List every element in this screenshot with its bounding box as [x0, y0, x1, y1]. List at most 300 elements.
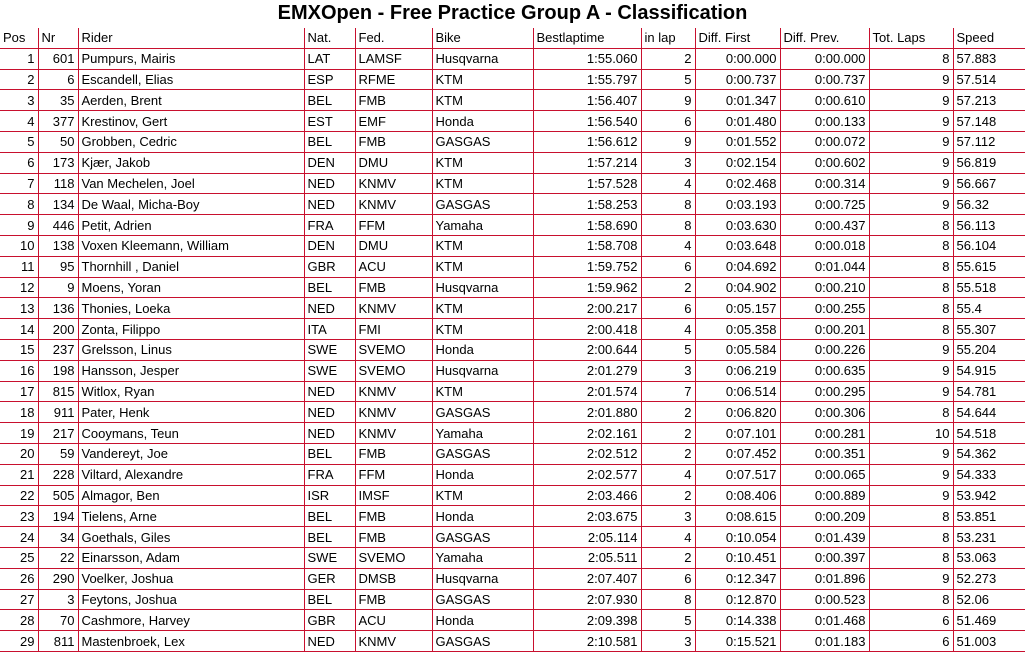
nr-cell: 9 — [38, 277, 78, 298]
bestlaptime-cell: 1:58.690 — [533, 215, 641, 236]
column-header-diff-first: Diff. First — [695, 28, 780, 48]
bestlaptime-cell: 1:56.540 — [533, 111, 641, 132]
table-row — [0, 631, 1025, 652]
bestlaptime-cell: 2:07.930 — [533, 589, 641, 610]
table-row — [0, 381, 1025, 402]
bike-cell: Honda — [432, 464, 533, 485]
pos-cell: 22 — [0, 485, 38, 506]
table-row — [0, 506, 1025, 527]
bike-cell: KTM — [432, 485, 533, 506]
nr-cell: 134 — [38, 194, 78, 215]
tot-laps-cell: 9 — [869, 111, 953, 132]
page-title: EMXOpen - Free Practice Group A - Classification — [277, 2, 748, 24]
table-row — [0, 610, 1025, 631]
diff-first-cell: 0:00.737 — [695, 69, 780, 90]
rider-cell: Vandereyt, Joe — [78, 443, 304, 464]
in-lap-cell: 6 — [641, 111, 695, 132]
in-lap-cell: 8 — [641, 215, 695, 236]
bestlaptime-cell: 2:03.675 — [533, 506, 641, 527]
diff-first-cell: 0:08.406 — [695, 485, 780, 506]
table-row — [0, 589, 1025, 610]
fed-cell: FMB — [355, 506, 432, 527]
diff-prev-cell: 0:00.281 — [780, 423, 869, 444]
pos-cell: 8 — [0, 194, 38, 215]
fed-cell: FMB — [355, 131, 432, 152]
bike-cell: KTM — [432, 319, 533, 340]
diff-prev-cell: 0:00.314 — [780, 173, 869, 194]
bestlaptime-cell: 1:55.797 — [533, 69, 641, 90]
diff-first-cell: 0:07.101 — [695, 423, 780, 444]
diff-first-cell: 0:15.521 — [695, 631, 780, 652]
fed-cell: RFME — [355, 69, 432, 90]
bike-cell: Honda — [432, 506, 533, 527]
nat-cell: NED — [304, 423, 355, 444]
speed-cell: 57.883 — [953, 48, 1025, 69]
column-header-nr: Nr — [38, 28, 78, 48]
fed-cell: DMU — [355, 235, 432, 256]
table-row — [0, 547, 1025, 568]
pos-cell: 7 — [0, 173, 38, 194]
diff-prev-cell: 0:01.439 — [780, 527, 869, 548]
nat-cell: DEN — [304, 152, 355, 173]
pos-cell: 20 — [0, 443, 38, 464]
diff-prev-cell: 0:00.000 — [780, 48, 869, 69]
rider-cell: Aerden, Brent — [78, 90, 304, 111]
rider-cell: Kjær, Jakob — [78, 152, 304, 173]
bestlaptime-cell: 2:01.279 — [533, 360, 641, 381]
rider-cell: Mastenbroek, Lex — [78, 631, 304, 652]
rider-cell: Witlox, Ryan — [78, 381, 304, 402]
bestlaptime-cell: 2:05.114 — [533, 527, 641, 548]
pos-cell: 23 — [0, 506, 38, 527]
in-lap-cell: 2 — [641, 423, 695, 444]
rider-cell: Thonies, Loeka — [78, 298, 304, 319]
nat-cell: FRA — [304, 464, 355, 485]
in-lap-cell: 3 — [641, 506, 695, 527]
rider-cell: Pater, Henk — [78, 402, 304, 423]
fed-cell: KNMV — [355, 423, 432, 444]
in-lap-cell: 5 — [641, 69, 695, 90]
nat-cell: DEN — [304, 235, 355, 256]
diff-prev-cell: 0:00.889 — [780, 485, 869, 506]
pos-cell: 3 — [0, 90, 38, 111]
speed-cell: 56.667 — [953, 173, 1025, 194]
pos-cell: 27 — [0, 589, 38, 610]
speed-cell: 55.518 — [953, 277, 1025, 298]
nr-cell: 3 — [38, 589, 78, 610]
nat-cell: BEL — [304, 506, 355, 527]
tot-laps-cell: 9 — [869, 360, 953, 381]
rider-cell: Thornhill , Daniel — [78, 256, 304, 277]
table-row — [0, 131, 1025, 152]
table-row — [0, 527, 1025, 548]
bike-cell: KTM — [432, 381, 533, 402]
in-lap-cell: 6 — [641, 298, 695, 319]
bike-cell: Husqvarna — [432, 48, 533, 69]
bestlaptime-cell: 2:02.512 — [533, 443, 641, 464]
nr-cell: 136 — [38, 298, 78, 319]
in-lap-cell: 3 — [641, 360, 695, 381]
nat-cell: ISR — [304, 485, 355, 506]
nat-cell: NED — [304, 194, 355, 215]
diff-prev-cell: 0:01.468 — [780, 610, 869, 631]
table-row — [0, 298, 1025, 319]
pos-cell: 24 — [0, 527, 38, 548]
pos-cell: 14 — [0, 319, 38, 340]
speed-cell: 56.104 — [953, 235, 1025, 256]
bike-cell: KTM — [432, 298, 533, 319]
nat-cell: BEL — [304, 277, 355, 298]
bike-cell: GASGAS — [432, 194, 533, 215]
in-lap-cell: 4 — [641, 235, 695, 256]
bestlaptime-cell: 2:03.466 — [533, 485, 641, 506]
tot-laps-cell: 9 — [869, 173, 953, 194]
speed-cell: 55.4 — [953, 298, 1025, 319]
in-lap-cell: 6 — [641, 256, 695, 277]
table-row — [0, 69, 1025, 90]
diff-prev-cell: 0:00.306 — [780, 402, 869, 423]
tot-laps-cell: 8 — [869, 506, 953, 527]
in-lap-cell: 4 — [641, 173, 695, 194]
in-lap-cell: 2 — [641, 402, 695, 423]
tot-laps-cell: 8 — [869, 277, 953, 298]
bike-cell: GASGAS — [432, 443, 533, 464]
table-row — [0, 48, 1025, 69]
pos-cell: 16 — [0, 360, 38, 381]
tot-laps-cell: 9 — [869, 90, 953, 111]
pos-cell: 26 — [0, 568, 38, 589]
pos-cell: 10 — [0, 235, 38, 256]
header-row — [0, 28, 1025, 48]
table-row — [0, 485, 1025, 506]
speed-cell: 53.942 — [953, 485, 1025, 506]
speed-cell: 55.204 — [953, 339, 1025, 360]
nat-cell: BEL — [304, 527, 355, 548]
column-header-rider: Rider — [78, 28, 304, 48]
pos-cell: 4 — [0, 111, 38, 132]
in-lap-cell: 4 — [641, 319, 695, 340]
diff-first-cell: 0:03.630 — [695, 215, 780, 236]
speed-cell: 54.333 — [953, 464, 1025, 485]
table-row — [0, 256, 1025, 277]
diff-prev-cell: 0:01.044 — [780, 256, 869, 277]
speed-cell: 51.003 — [953, 631, 1025, 652]
table-row — [0, 173, 1025, 194]
speed-cell: 52.273 — [953, 568, 1025, 589]
fed-cell: IMSF — [355, 485, 432, 506]
tot-laps-cell: 9 — [869, 381, 953, 402]
bestlaptime-cell: 2:10.581 — [533, 631, 641, 652]
nr-cell: 228 — [38, 464, 78, 485]
bike-cell: GASGAS — [432, 527, 533, 548]
pos-cell: 5 — [0, 131, 38, 152]
bestlaptime-cell: 2:02.577 — [533, 464, 641, 485]
speed-cell: 54.781 — [953, 381, 1025, 402]
fed-cell: FFM — [355, 215, 432, 236]
in-lap-cell: 5 — [641, 610, 695, 631]
nat-cell: EST — [304, 111, 355, 132]
table-row — [0, 152, 1025, 173]
nr-cell: 290 — [38, 568, 78, 589]
tot-laps-cell: 8 — [869, 235, 953, 256]
fed-cell: DMSB — [355, 568, 432, 589]
nr-cell: 217 — [38, 423, 78, 444]
diff-first-cell: 0:00.000 — [695, 48, 780, 69]
speed-cell: 57.148 — [953, 111, 1025, 132]
bestlaptime-cell: 1:57.528 — [533, 173, 641, 194]
speed-cell: 56.819 — [953, 152, 1025, 173]
tot-laps-cell: 9 — [869, 194, 953, 215]
rider-cell: De Waal, Micha-Boy — [78, 194, 304, 215]
bike-cell: KTM — [432, 256, 533, 277]
bike-cell: Yamaha — [432, 547, 533, 568]
rider-cell: Voxen Kleemann, William — [78, 235, 304, 256]
diff-first-cell: 0:01.347 — [695, 90, 780, 111]
rider-cell: Cooymans, Teun — [78, 423, 304, 444]
diff-prev-cell: 0:00.065 — [780, 464, 869, 485]
nat-cell: GBR — [304, 256, 355, 277]
diff-first-cell: 0:04.902 — [695, 277, 780, 298]
diff-first-cell: 0:01.552 — [695, 131, 780, 152]
diff-prev-cell: 0:00.018 — [780, 235, 869, 256]
in-lap-cell: 9 — [641, 90, 695, 111]
fed-cell: KNMV — [355, 402, 432, 423]
rider-cell: Viltard, Alexandre — [78, 464, 304, 485]
nr-cell: 446 — [38, 215, 78, 236]
column-header-diff-prev: Diff. Prev. — [780, 28, 869, 48]
rider-cell: Feytons, Joshua — [78, 589, 304, 610]
fed-cell: KNMV — [355, 381, 432, 402]
speed-cell: 53.063 — [953, 547, 1025, 568]
speed-cell: 55.307 — [953, 319, 1025, 340]
bike-cell: Husqvarna — [432, 568, 533, 589]
fed-cell: ACU — [355, 610, 432, 631]
rider-cell: Krestinov, Gert — [78, 111, 304, 132]
tot-laps-cell: 8 — [869, 527, 953, 548]
fed-cell: EMF — [355, 111, 432, 132]
speed-cell: 54.915 — [953, 360, 1025, 381]
tot-laps-cell: 8 — [869, 298, 953, 319]
diff-prev-cell: 0:00.209 — [780, 506, 869, 527]
diff-prev-cell: 0:00.133 — [780, 111, 869, 132]
bestlaptime-cell: 1:59.752 — [533, 256, 641, 277]
tot-laps-cell: 9 — [869, 485, 953, 506]
diff-first-cell: 0:02.154 — [695, 152, 780, 173]
bestlaptime-cell: 2:05.511 — [533, 547, 641, 568]
diff-prev-cell: 0:00.210 — [780, 277, 869, 298]
table-row — [0, 339, 1025, 360]
fed-cell: FMB — [355, 90, 432, 111]
rider-cell: Escandell, Elias — [78, 69, 304, 90]
nat-cell: NED — [304, 631, 355, 652]
column-header-pos: Pos — [0, 28, 38, 48]
diff-prev-cell: 0:00.610 — [780, 90, 869, 111]
nr-cell: 35 — [38, 90, 78, 111]
speed-cell: 54.644 — [953, 402, 1025, 423]
nr-cell: 200 — [38, 319, 78, 340]
table-row — [0, 194, 1025, 215]
nat-cell: SWE — [304, 547, 355, 568]
nr-cell: 194 — [38, 506, 78, 527]
speed-cell: 54.362 — [953, 443, 1025, 464]
nr-cell: 911 — [38, 402, 78, 423]
nr-cell: 95 — [38, 256, 78, 277]
table-row — [0, 568, 1025, 589]
fed-cell: SVEMO — [355, 339, 432, 360]
nr-cell: 198 — [38, 360, 78, 381]
in-lap-cell: 4 — [641, 527, 695, 548]
fed-cell: KNMV — [355, 173, 432, 194]
column-header-nat: Nat. — [304, 28, 355, 48]
tot-laps-cell: 9 — [869, 464, 953, 485]
diff-first-cell: 0:14.338 — [695, 610, 780, 631]
diff-first-cell: 0:05.358 — [695, 319, 780, 340]
pos-cell: 9 — [0, 215, 38, 236]
table-row — [0, 443, 1025, 464]
bike-cell: KTM — [432, 90, 533, 111]
diff-first-cell: 0:10.054 — [695, 527, 780, 548]
nr-cell: 377 — [38, 111, 78, 132]
diff-first-cell: 0:07.517 — [695, 464, 780, 485]
diff-first-cell: 0:06.219 — [695, 360, 780, 381]
table-row — [0, 464, 1025, 485]
in-lap-cell: 8 — [641, 589, 695, 610]
speed-cell: 56.32 — [953, 194, 1025, 215]
rider-cell: Grelsson, Linus — [78, 339, 304, 360]
bestlaptime-cell: 2:07.407 — [533, 568, 641, 589]
speed-cell: 57.112 — [953, 131, 1025, 152]
nat-cell: BEL — [304, 589, 355, 610]
nat-cell: FRA — [304, 215, 355, 236]
bestlaptime-cell: 1:58.253 — [533, 194, 641, 215]
table-row — [0, 360, 1025, 381]
nr-cell: 50 — [38, 131, 78, 152]
fed-cell: FMB — [355, 277, 432, 298]
column-header-bestlaptime: Bestlaptime — [533, 28, 641, 48]
bestlaptime-cell: 2:01.574 — [533, 381, 641, 402]
nat-cell: ESP — [304, 69, 355, 90]
nr-cell: 70 — [38, 610, 78, 631]
nat-cell: LAT — [304, 48, 355, 69]
diff-prev-cell: 0:00.397 — [780, 547, 869, 568]
tot-laps-cell: 9 — [869, 568, 953, 589]
diff-prev-cell: 0:00.295 — [780, 381, 869, 402]
diff-first-cell: 0:03.193 — [695, 194, 780, 215]
nr-cell: 815 — [38, 381, 78, 402]
bestlaptime-cell: 1:59.962 — [533, 277, 641, 298]
diff-prev-cell: 0:00.226 — [780, 339, 869, 360]
nr-cell: 34 — [38, 527, 78, 548]
bike-cell: Honda — [432, 610, 533, 631]
nr-cell: 601 — [38, 48, 78, 69]
pos-cell: 15 — [0, 339, 38, 360]
speed-cell: 54.518 — [953, 423, 1025, 444]
in-lap-cell: 7 — [641, 381, 695, 402]
table-row — [0, 111, 1025, 132]
in-lap-cell: 3 — [641, 631, 695, 652]
diff-first-cell: 0:04.692 — [695, 256, 780, 277]
bike-cell: GASGAS — [432, 131, 533, 152]
table-row — [0, 277, 1025, 298]
pos-cell: 1 — [0, 48, 38, 69]
results-body — [0, 48, 1025, 651]
speed-cell: 52.06 — [953, 589, 1025, 610]
nr-cell: 118 — [38, 173, 78, 194]
diff-first-cell: 0:07.452 — [695, 443, 780, 464]
bike-cell: Honda — [432, 111, 533, 132]
diff-prev-cell: 0:00.737 — [780, 69, 869, 90]
rider-cell: Van Mechelen, Joel — [78, 173, 304, 194]
bike-cell: Yamaha — [432, 423, 533, 444]
speed-cell: 57.514 — [953, 69, 1025, 90]
pos-cell: 18 — [0, 402, 38, 423]
bike-cell: KTM — [432, 69, 533, 90]
bestlaptime-cell: 2:09.398 — [533, 610, 641, 631]
bestlaptime-cell: 1:57.214 — [533, 152, 641, 173]
rider-cell: Voelker, Joshua — [78, 568, 304, 589]
rider-cell: Grobben, Cedric — [78, 131, 304, 152]
pos-cell: 2 — [0, 69, 38, 90]
tot-laps-cell: 8 — [869, 589, 953, 610]
table-row — [0, 235, 1025, 256]
diff-first-cell: 0:05.584 — [695, 339, 780, 360]
fed-cell: FMB — [355, 589, 432, 610]
diff-first-cell: 0:12.870 — [695, 589, 780, 610]
bike-cell: KTM — [432, 173, 533, 194]
pos-cell: 25 — [0, 547, 38, 568]
diff-prev-cell: 0:00.437 — [780, 215, 869, 236]
tot-laps-cell: 8 — [869, 48, 953, 69]
bike-cell: Yamaha — [432, 215, 533, 236]
in-lap-cell: 2 — [641, 485, 695, 506]
rider-cell: Zonta, Filippo — [78, 319, 304, 340]
rider-cell: Einarsson, Adam — [78, 547, 304, 568]
nat-cell: GBR — [304, 610, 355, 631]
bestlaptime-cell: 2:00.418 — [533, 319, 641, 340]
speed-cell: 57.213 — [953, 90, 1025, 111]
nat-cell: SWE — [304, 339, 355, 360]
diff-first-cell: 0:10.451 — [695, 547, 780, 568]
fed-cell: LAMSF — [355, 48, 432, 69]
diff-prev-cell: 0:00.201 — [780, 319, 869, 340]
bike-cell: GASGAS — [432, 589, 533, 610]
nat-cell: NED — [304, 402, 355, 423]
in-lap-cell: 6 — [641, 568, 695, 589]
rider-cell: Tielens, Arne — [78, 506, 304, 527]
nat-cell: SWE — [304, 360, 355, 381]
bestlaptime-cell: 2:00.217 — [533, 298, 641, 319]
table-row — [0, 319, 1025, 340]
diff-first-cell: 0:05.157 — [695, 298, 780, 319]
bestlaptime-cell: 2:02.161 — [533, 423, 641, 444]
tot-laps-cell: 6 — [869, 631, 953, 652]
nr-cell: 505 — [38, 485, 78, 506]
tot-laps-cell: 9 — [869, 152, 953, 173]
in-lap-cell: 9 — [641, 131, 695, 152]
nat-cell: NED — [304, 381, 355, 402]
diff-first-cell: 0:03.648 — [695, 235, 780, 256]
nr-cell: 59 — [38, 443, 78, 464]
fed-cell: SVEMO — [355, 360, 432, 381]
fed-cell: KNMV — [355, 631, 432, 652]
bestlaptime-cell: 2:00.644 — [533, 339, 641, 360]
bike-cell: Husqvarna — [432, 360, 533, 381]
column-header-tot-laps: Tot. Laps — [869, 28, 953, 48]
nat-cell: BEL — [304, 443, 355, 464]
in-lap-cell: 3 — [641, 152, 695, 173]
diff-prev-cell: 0:00.523 — [780, 589, 869, 610]
diff-prev-cell: 0:00.635 — [780, 360, 869, 381]
